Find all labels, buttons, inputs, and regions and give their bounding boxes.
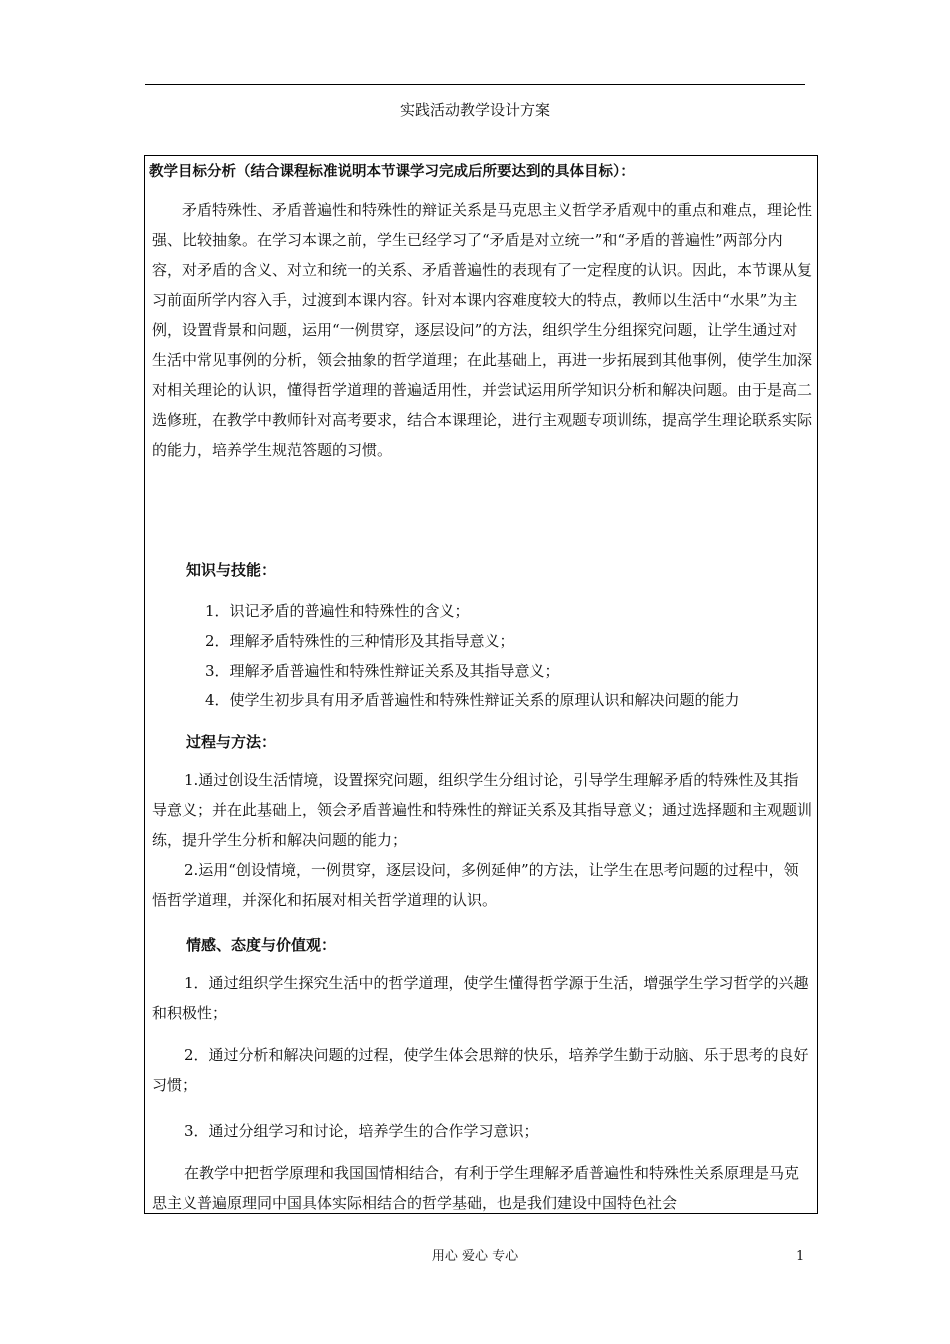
objectives-heading: 教学目标分析（结合课程标准说明本节课学习完成后所要达到的具体目标）： <box>149 164 635 180</box>
footer-slogan: 用心 爱心 专心 <box>431 1249 519 1264</box>
process-paragraph-1: 1.通过创设生活情境，设置探究问题，组织学生分组讨论，引导学生理解矛盾的特殊性及其指导意义；并在此基础上，领会矛盾普遍性和特殊性的辩证关系及其指导意义；通过选择题和主观题训练，提升学生分析和解决问题的能力； <box>152 771 813 849</box>
emotion-paragraph-1: 1．通过组织学生探究生活中的哲学道理，使学生懂得哲学源于生活，增强学生学习哲学的兴趣和积极性； <box>152 974 809 1022</box>
header-rule <box>145 84 805 85</box>
document-title: 实践活动教学设计方案 <box>399 101 550 119</box>
objectives-table-cell <box>144 155 818 1214</box>
knowledge-item: 1．识记矛盾的普遍性和特殊性的含义； <box>205 602 470 620</box>
knowledge-item: 4．使学生初步具有用矛盾普遍性和特殊性辩证关系的原理认识和解决问题的能力 <box>205 691 740 709</box>
process-paragraph-2: 2.运用“创设情境，一例贯穿，逐层设问，多例延伸”的方法，让学生在思考问题的过程中，领悟哲学道理，并深化和拓展对相关哲学道理的认识。 <box>152 861 799 909</box>
knowledge-skills-heading: 知识与技能： <box>186 561 277 579</box>
emotion-paragraph-2: 2．通过分析和解决问题的过程，使学生体会思辩的快乐，培养学生勤于动脑、乐于思考的良好习惯； <box>152 1046 809 1094</box>
emotion-paragraph-3: 3．通过分组学习和讨论，培养学生的合作学习意识； <box>184 1122 539 1140</box>
emotion-paragraph-4: 在教学中把哲学原理和我国国情相结合，有利于学生理解矛盾普遍性和特殊性关系原理是马克思主义普遍原理同中国具体实际相结合的哲学基础，也是我们建设中国特色社会 <box>152 1164 800 1212</box>
knowledge-item: 2．理解矛盾特殊性的三种情形及其指导意义； <box>205 632 515 650</box>
page-number: 1 <box>796 1249 805 1264</box>
intro-paragraph: 矛盾特殊性、矛盾普遍性和特殊性的辩证关系是马克思主义哲学矛盾观中的重点和难点，理论性强、比较抽象。在学习本课之前，学生已经学习了“矛盾是对立统一”和“矛盾的普遍性”两部分内容，对矛盾的含义、对立和统一的关系、矛盾普遍性的表现有了一定程度的认识。因此，本节课从复习前面所学内容入手，过渡到本课内容。针对本课内容难度较大的特点，教师以生活中“水果”为主例，设置背景和问题，运用“一例贯穿，逐层设问”的方法，组织学生分组探究问题，让学生通过对生活中常见事例的分析，领会抽象的哲学道理；在此基础上，再进一步拓展到其他事例，使学生加深对相关理论的认识，懂得哲学道理的普遍适用性，并尝试运用所学知识分析和解决问题。由于是高二选修班，在教学中教师针对高考要求，结合本课理论，进行主观题专项训练，提高学生理论联系实际的能力，培养学生规范答题的习惯。 <box>152 201 813 459</box>
knowledge-item: 3．理解矛盾普遍性和特殊性辩证关系及其指导意义； <box>205 662 560 680</box>
process-method-heading: 过程与方法： <box>186 733 277 751</box>
emotion-attitude-heading: 情感、态度与价值观： <box>186 936 337 954</box>
